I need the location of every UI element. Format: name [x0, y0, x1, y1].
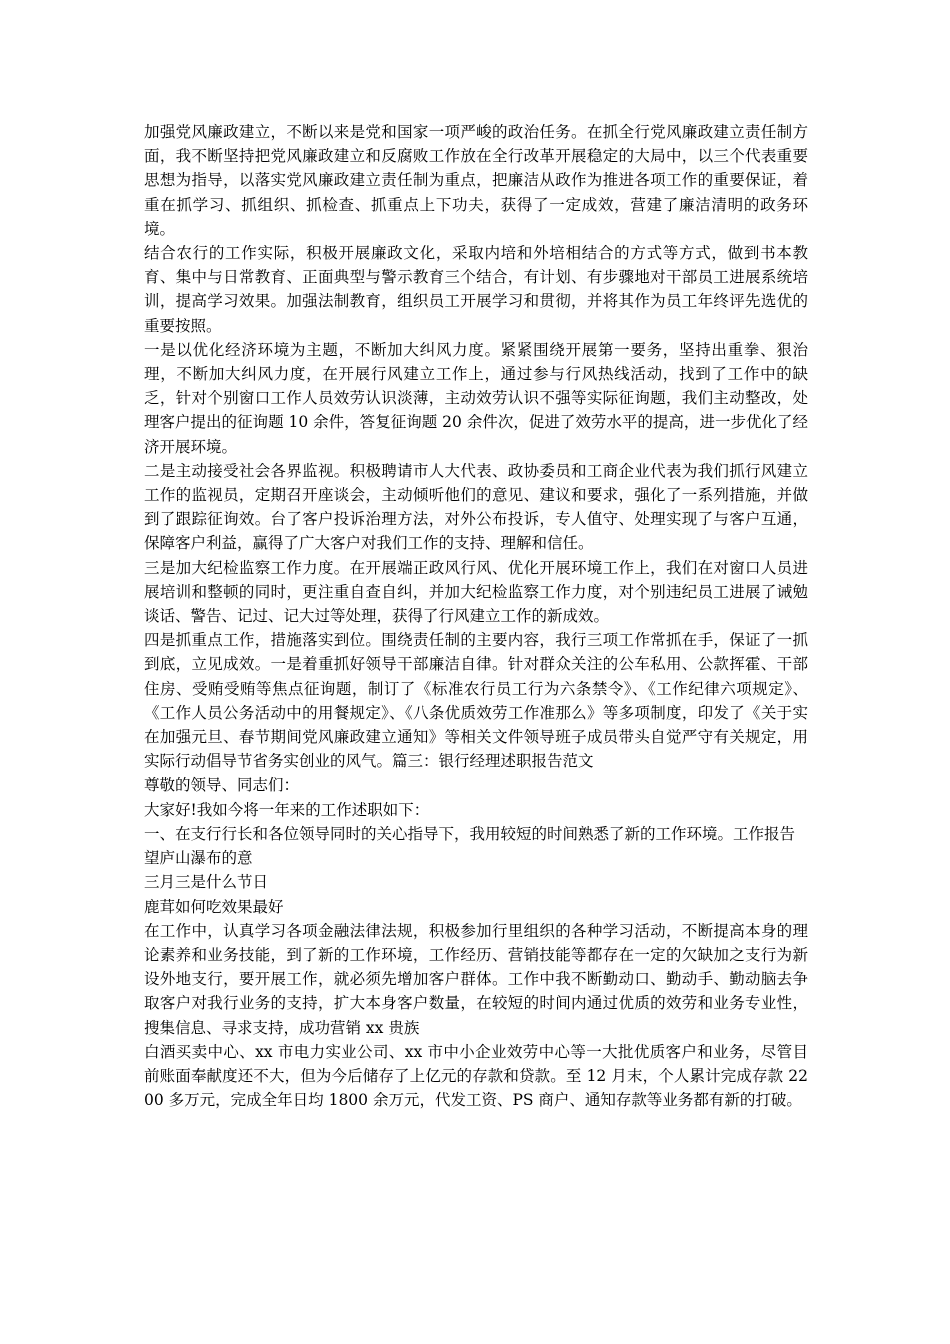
greeting: 大家好!我如今将一年来的工作述职如下： [144, 800, 430, 819]
paragraph: 在工作中，认真学习各项金融法律法规，积极参加行里组织的各种学习活动，不断提高本身的理论素养和业务技能，到了新的工作环境，工作经历、营销技能等都存在一定的欠缺加之支行为新设外地支行，要开展工作，就必须先增加客户群体。工作中我不断勤动口、勤动手、勤动脑去争取客户对我行业务的支持，扩大本身客户数量，在较短的时间内通过优质的效劳和业务专业性，搜集信息、寻求支持，成功营销 xx 贵族 [144, 921, 808, 1037]
paragraph: 四是抓重点工作，措施落实到位。围绕责任制的主要内容，我行三项工作常抓在手，保证了一抓到底，立见成效。一是着重抓好领导干部廉洁自律。针对群众关注的公车私用、公款挥霍、干部住房、受贿受贿等焦点征询题，制订了《标准农行员工行为六条禁令》、《工作纪律六项规定》、《工作人员公务活动中的用餐规定》、《八条优质效劳工作准那么》等多项制度，印发了《关于实在加强元旦、春节期间党风廉政建立通知》等相关文件领导班子成员带头自觉严守有关规定，用实际行动倡导节省务实创业的风气。篇三：银行经理述职报告范文 [144, 631, 808, 771]
salutation: 尊敬的领导、同志们： [144, 776, 300, 795]
paragraph: 一、在支行行长和各位领导同时的关心指导下，我用较短的时间熟悉了新的工作环境。工作报告 [144, 824, 796, 843]
inserted-line: 望庐山瀑布的意 [144, 849, 253, 868]
paragraph: 白酒买卖中心、xx 市电力实业公司、xx 市中小企业效劳中心等一大批优质客户和业务，尽管目前账面奉献度还不大，但为今后储存了上亿元的存款和贷款。至 12 月末，个人累计完成存款 2200 多万元，完成全年日均 1800 余万元，代发工资、PS 商户、通知存款等业务都有新的打破。 [144, 1042, 808, 1110]
paragraph: 结合农行的工作实际，积极开展廉政文化，采取内培和外培相结合的方式等方式，做到书本教育、集中与日常教育、正面典型与警示教育三个结合，有计划、有步骤地对干部员工进展系统培训，提高学习效果。加强法制教育，组织员工开展学习和贯彻，并将其作为员工年终评先选优的重要按照。 [144, 244, 808, 335]
inserted-line: 鹿茸如何吃效果最好 [144, 897, 284, 916]
document-body [144, 120, 808, 1112]
paragraph: 二是主动接受社会各界监视。积极聘请市人大代表、政协委员和工商企业代表为我们抓行风建立工作的监视员，定期召开座谈会，主动倾听他们的意见、建议和要求，强化了一系列措施，并做到了跟踪征询效。台了客户投诉治理方法，对外公布投诉，专人值守、处理实现了与客户互通，保障客户利益，赢得了广大客户对我们工作的支持、理解和信任。 [144, 461, 808, 553]
paragraph: 加强党风廉政建立，不断以来是党和国家一项严峻的政治任务。在抓全行党风廉政建立责任制方面，我不断坚持把党风廉政建立和反腐败工作放在全行改革开展稳定的大局中，以三个代表重要思想为指导，以落实党风廉政建立责任制为重点，把廉洁从政作为推进各项工作的重要保证，着重在抓学习、抓组织、抓检查、抓重点上下功夫，获得了一定成效，营建了廉洁清明的政务环境。 [144, 123, 808, 238]
inserted-line: 三月三是什么节日 [144, 873, 269, 892]
paragraph: 三是加大纪检监察工作力度。在开展端正政风行风、优化开展环境工作上，我们在对窗口人员进展培训和整顿的同时，更注重自查自纠，并加大纪检监察工作力度，对个别违纪员工进展了诫勉谈话、警告、记过、记大过等处理，获得了行风建立工作的新成效。 [144, 558, 808, 626]
paragraph: 一是以优化经济环境为主题，不断加大纠风力度。紧紧围绕开展第一要务，坚持出重拳、狠治理，不断加大纠风力度，在开展行风建立工作上，通过参与行风热线活动，找到了工作中的缺乏，针对个别窗口工作人员效劳认识淡薄，主动效劳认识不强等实际征询题，我们主动整改，处理客户提出的征询题 10 余件，答复征询题 20 余件次，促进了效劳水平的提高，进一步优化了经济开展环境。 [144, 340, 808, 456]
